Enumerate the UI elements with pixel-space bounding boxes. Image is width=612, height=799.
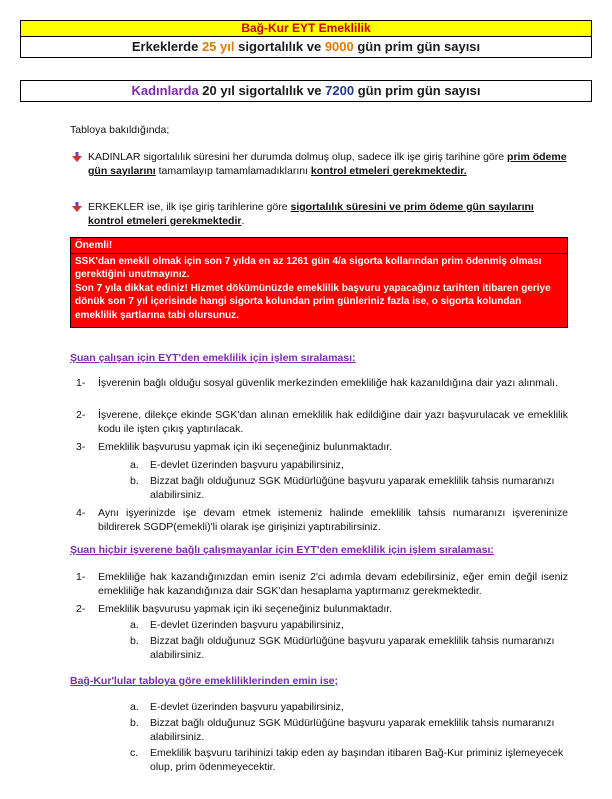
document-title: Bağ-Kur EYT Emeklilik (20, 20, 592, 36)
men-band-post: gün prim gün sayısı (353, 39, 481, 54)
warning-box (70, 237, 568, 328)
list-item-number: 1- (76, 377, 86, 389)
list-item-text: Aynı işyerinizde işe devam etmek istemeniz halinde emeklilik tahsis numaranızı işvereninize bildirerek SGDP(emekli)'li olarak işe girişinizi yaptırabilirsiniz. (98, 507, 568, 533)
sub-item (130, 700, 568, 714)
bullet-men-underline-1: sigortalılık süresini ve prim ödeme gün sayılarını kontrol etmeleri gerekmektedir (88, 201, 534, 227)
sub-item-letter: b. (130, 635, 139, 647)
sub-item-letter: a. (130, 459, 139, 471)
warning-paragraph-1: SSK'dan emekli olmak için son 7 yılda en az 1261 gün 4/a sigorta kollarından prim ödenmiş olması gerektiğini unutmayınız. (75, 255, 542, 280)
warning-header: Önemli! (71, 239, 567, 254)
list-item-text: İşverenin bağlı olduğu sosyal güvenlik merkezinden emekliliğe hak kazanıldığına dair yazı alınmalı. (98, 377, 558, 389)
list-item-text: Emeklilik başvurusu yapmak için iki seçeneğiniz bulunmaktadır. (98, 441, 393, 453)
sub-item (130, 746, 568, 774)
sub-item (130, 634, 568, 662)
women-band-pre: Kadınlarda (131, 83, 199, 98)
women-band-days: 7200 (325, 83, 355, 98)
down-arrow-bullet-icon (72, 152, 82, 162)
intro-text: Tabloya bakıldığında; (70, 124, 170, 136)
sub-item-text: E-devlet üzerinden başvuru yapabilirsiniz, (150, 619, 344, 631)
sub-item-letter: a. (130, 619, 139, 631)
list-item (76, 570, 568, 598)
sub-item-letter: c. (130, 747, 139, 759)
sub-item (130, 474, 568, 502)
bullet-men-text-a: ERKEKLER ise, ilk işe giriş tarihlerine göre (88, 201, 291, 213)
list-item-number: 4- (76, 507, 86, 519)
sub-item-text: E-devlet üzerinden başvuru yapabilirsiniz, (150, 459, 344, 471)
list-item (76, 440, 568, 454)
bullet-women-text-b: tamamlayıp tamamlamadıklarını (155, 165, 311, 177)
sub-item (130, 716, 568, 744)
sub-item-letter: b. (130, 717, 139, 729)
list-item-text: İşverene, dilekçe ekinde SGK'dan alınan emeklilik hak edildiğine dair yazı başvurulacak ve emeklilik kodu ile işten çıkış yaptırılacak. (98, 409, 568, 435)
bullet-women-underline-1: prim ödeme gün sayılarını (88, 151, 567, 177)
women-band-years: 20 yıl (198, 83, 235, 98)
women-band-mid: sigortalılık ve (234, 83, 326, 98)
women-requirement-band (20, 80, 592, 102)
sub-item-text: Bizzat bağlı olduğunuz SGK Müdürlüğüne başvuru yaparak emeklilik tahsis numaranızı alabilirsiniz. (150, 475, 555, 501)
bullet-women-underline-2: kontrol etmeleri gerekmektedir. (310, 165, 467, 177)
bullet-women-text-a: KADINLAR sigortalılık süresini her durumda dolmuş olup, sadece ilk işe giriş tarihine göre (88, 151, 508, 163)
bullet-men (88, 200, 568, 228)
list-item (76, 408, 568, 436)
men-band-years: 25 yıl (201, 39, 235, 54)
sub-item (130, 618, 568, 632)
sub-item-letter: a. (130, 701, 139, 713)
list-item-text: Emeklilik başvurusu yapmak için iki seçeneğiniz bulunmaktadır. (98, 603, 393, 615)
warning-paragraph-2: Son 7 yıla dikkat ediniz! Hizmet dökümünüzde emeklilik başvuru yapacağınız tarihten itibaren geriye dönük son 7 yıl içerisinde hangi sigorta kolundan prim günleriniz fazla ise, o sigorta kolundan emeklilik şartlarına tabi olursunuz. (75, 282, 551, 321)
sub-item-text: Bizzat bağlı olduğunuz SGK Müdürlüğüne başvuru yaparak emeklilik tahsis numaranızı alabilirsiniz. (150, 717, 555, 743)
section-employed-heading: Şuan çalışan için EYT'den emeklilik için işlem sıralaması: (70, 352, 356, 364)
list-item-number: 2- (76, 603, 86, 615)
men-band-mid: sigortalılık ve (234, 39, 325, 54)
section-bagkur-heading: Bağ-Kur'lular tabloya göre emekliliklerinden emin ise; (70, 675, 338, 687)
list-item (76, 506, 568, 534)
women-band-post: gün prim gün sayısı (354, 83, 481, 98)
section-unemployed-heading: Şuan hiçbir işverene bağlı çalışmayanlar için EYT'den emeklilik için işlem sıralaması: (70, 544, 494, 556)
men-band-pre: Erkeklerde (131, 39, 202, 54)
sub-item-text: Emeklilik başvuru tarihinizi takip eden ay başından itibaren Bağ-Kur priminiz işlemeyecek olup, prim ödenmeyecektir. (150, 747, 564, 773)
list-item (76, 376, 568, 390)
sub-item-letter: b. (130, 475, 139, 487)
list-item-text: Emekliliğe hak kazandığınızdan emin iseniz 2'ci adımla devam edebilirsiniz, eğer emin değil iseniz emekliliğe hak kazandığınıza dair SGK'dan hesaplama yaptırmanız gerekmektedir. (98, 571, 568, 597)
list-item-number: 2- (76, 409, 86, 421)
sub-item-text: Bizzat bağlı olduğunuz SGK Müdürlüğüne başvuru yaparak emeklilik tahsis numaranızı alabilirsiniz. (150, 635, 555, 661)
bullet-women (88, 150, 568, 178)
men-band-days: 9000 (324, 39, 354, 54)
list-item (76, 602, 568, 616)
men-requirement-band (20, 36, 592, 58)
sub-item (130, 458, 568, 472)
list-item-number: 3- (76, 441, 86, 453)
list-item-number: 1- (76, 571, 86, 583)
down-arrow-bullet-icon (72, 202, 82, 212)
sub-item-text: E-devlet üzerinden başvuru yapabilirsiniz, (150, 701, 344, 713)
bullet-men-text-b: . (241, 215, 245, 227)
